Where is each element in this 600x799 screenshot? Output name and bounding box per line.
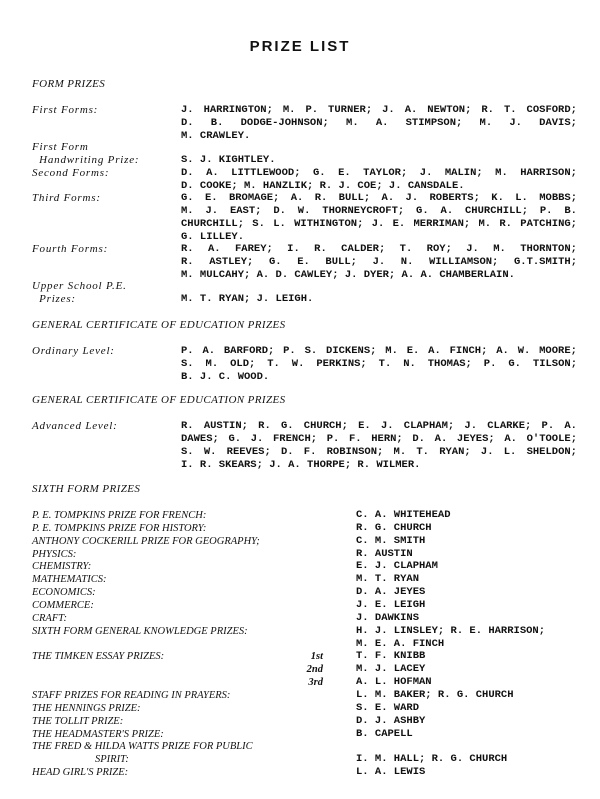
sixth-form-prize-name: THE HENNINGS PRIZE: <box>32 702 141 714</box>
entry-names: G. E. BROMAGE; A. R. BULL; A. J. ROBERTS; K. L. MOBBS; M. J. EAST; D. W. THORNEYCROFT; G. A. CHURCHILL; P. B. CHURCHILL; S. L. WITHINGTON; J. E. MERRIMAN; M. R. PATCHING; G. LILLEY. <box>181 192 578 243</box>
sixth-form-prize-name: P. E. TOMPKINS PRIZE FOR HISTORY: <box>32 522 207 534</box>
entry-names: D. A. LITTLEWOOD; G. E. TAYLOR; J. MALIN; M. HARRISON; D. COOKE; M. HANZLIK; R. J. COE; J. CANSDALE. <box>181 167 577 192</box>
sixth-form-prize-name: STAFF PRIZES FOR READING IN PRAYERS: <box>32 689 231 701</box>
sixth-form-prize-winner: R. AUSTIN <box>356 547 413 560</box>
sixth-form-prize-place: 2nd <box>306 664 323 676</box>
sixth-form-prize-winner: M. E. A. FINCH <box>356 637 445 650</box>
sixth-form-prize-winner: D. J. ASHBY <box>356 714 426 727</box>
sixth-form-prize-winner: I. M. HALL; R. G. CHURCH <box>356 753 508 766</box>
sixth-form-prize-winner: J. DAWKINS <box>356 611 420 624</box>
sixth-form-prize-name: CRAFT: <box>32 612 68 624</box>
sixth-form-prize-winner: H. J. LINSLEY; R. E. HARRISON; <box>356 624 546 637</box>
sixth-form-heading: SIXTH FORM PRIZES <box>32 483 141 495</box>
entry-label: Advanced Level: <box>32 420 118 432</box>
sixth-form-prize-name: THE FRED & HILDA WATTS PRIZE FOR PUBLIC <box>32 741 253 753</box>
entry-names: J. HARRINGTON; M. P. TURNER; J. A. NEWTON; R. T. COSFORD; D. B. DODGE-JOHNSON; M. A. STIMPSON; M. J. DAVIS; M. CRAWLEY. <box>181 104 577 142</box>
sixth-form-prize-name: SPIRIT: <box>32 754 129 766</box>
sixth-form-prize-name: PHYSICS: <box>32 548 77 560</box>
entry-names: R. AUSTIN; R. G. CHURCH; E. J. CLAPHAM; J. CLARKE; P. A. DAWES; G. J. FRENCH; P. F. HERN; D. A. JEYES; A. O'TOOLE; S. W. REEVES; D. F. ROBINSON; M. T. RYAN; J. L. SHELDON; I. R. SKEARS; J. A. THORPE; R. WILMER. <box>181 420 578 471</box>
sixth-form-prize-winner: M. T. RYAN <box>356 573 420 586</box>
entry-names: P. A. BARFORD; P. S. DICKENS; M. E. A. FINCH; A. W. MOORE; S. M. OLD; T. W. PERKINS; T. N. THOMAS; P. G. TILSON; B. J. C. WOOD. <box>181 345 577 383</box>
sixth-form-prize-winner: J. E. LEIGH <box>356 599 426 611</box>
entry-label: First Forms: <box>32 104 99 116</box>
sixth-form-prize-name: P. E. TOMPKINS PRIZE FOR FRENCH: <box>32 510 207 521</box>
sixth-form-prize-winner: T. F. KNIBB <box>356 650 426 663</box>
sixth-form-prize-name: ECONOMICS: <box>32 587 96 599</box>
sixth-form-prize-winner: L. M. BAKER; R. G. CHURCH <box>356 688 514 701</box>
sixth-form-prize-winner: C. M. SMITH <box>356 534 426 547</box>
sixth-form-prize-name: THE TIMKEN ESSAY PRIZES: <box>32 651 165 663</box>
sixth-form-prize-winner: A. L. HOFMAN <box>356 676 432 688</box>
sixth-form-prize-name: COMMERCE: <box>32 600 94 611</box>
sixth-form-prize-name: THE HEADMASTER'S PRIZE: <box>32 728 164 740</box>
sixth-form-prize-name: CHEMISTRY: <box>32 561 92 573</box>
gce-ordinary-heading: GENERAL CERTIFICATE OF EDUCATION PRIZES <box>32 319 286 331</box>
sixth-form-prize-place: 1st <box>310 651 323 663</box>
sixth-form-prize-winner: S. E. WARD <box>356 701 420 714</box>
sixth-form-prize-winner: M. J. LACEY <box>356 663 426 676</box>
form-prizes-heading: FORM PRIZES <box>32 78 106 90</box>
sixth-form-prize-winner: B. CAPELL <box>356 727 413 740</box>
entry-label: Ordinary Level: <box>32 345 115 357</box>
entry-names: M. T. RYAN; J. LEIGH. <box>181 293 314 305</box>
sixth-form-prize-winner: R. G. CHURCH <box>356 521 432 534</box>
sixth-form-prize-name: HEAD GIRL'S PRIZE: <box>32 767 129 778</box>
entry-label: Upper School P.E. Prizes: <box>32 280 127 305</box>
page-title: PRIZE LIST <box>249 38 351 55</box>
sixth-form-prize-name: THE TOLLIT PRIZE: <box>32 715 124 727</box>
sixth-form-prize-name: ANTHONY COCKERILL PRIZE FOR GEOGRAPHY; <box>32 535 260 547</box>
entry-label: Third Forms: <box>32 192 101 204</box>
entry-names: R. A. FAREY; I. R. CALDER; T. ROY; J. M. THORNTON; R. ASTLEY; G. E. BULL; J. N. WILLIAMSON; G.T.SMITH; M. MULCAHY; A. D. CAWLEY; J. DYER; A. A. CHAMBERLAIN. <box>181 243 577 281</box>
sixth-form-prize-winner: C. A. WHITEHEAD <box>356 509 451 521</box>
sixth-form-prize-name: SIXTH FORM GENERAL KNOWLEDGE PRIZES: <box>32 625 248 637</box>
entry-names: S. J. KIGHTLEY. <box>181 154 276 166</box>
sixth-form-prize-winner: D. A. JEYES <box>356 586 426 599</box>
entry-label: First Form Handwriting Prize: <box>32 141 140 166</box>
sixth-form-prize-place: 3rd <box>308 677 323 688</box>
sixth-form-prize-name: MATHEMATICS: <box>32 574 107 586</box>
sixth-form-prize-winner: E. J. CLAPHAM <box>356 560 438 573</box>
entry-label: Fourth Forms: <box>32 243 109 255</box>
entry-label: Second Forms: <box>32 167 110 179</box>
gce-advanced-heading: GENERAL CERTIFICATE OF EDUCATION PRIZES <box>32 394 286 406</box>
sixth-form-prize-winner: L. A. LEWIS <box>356 766 426 778</box>
